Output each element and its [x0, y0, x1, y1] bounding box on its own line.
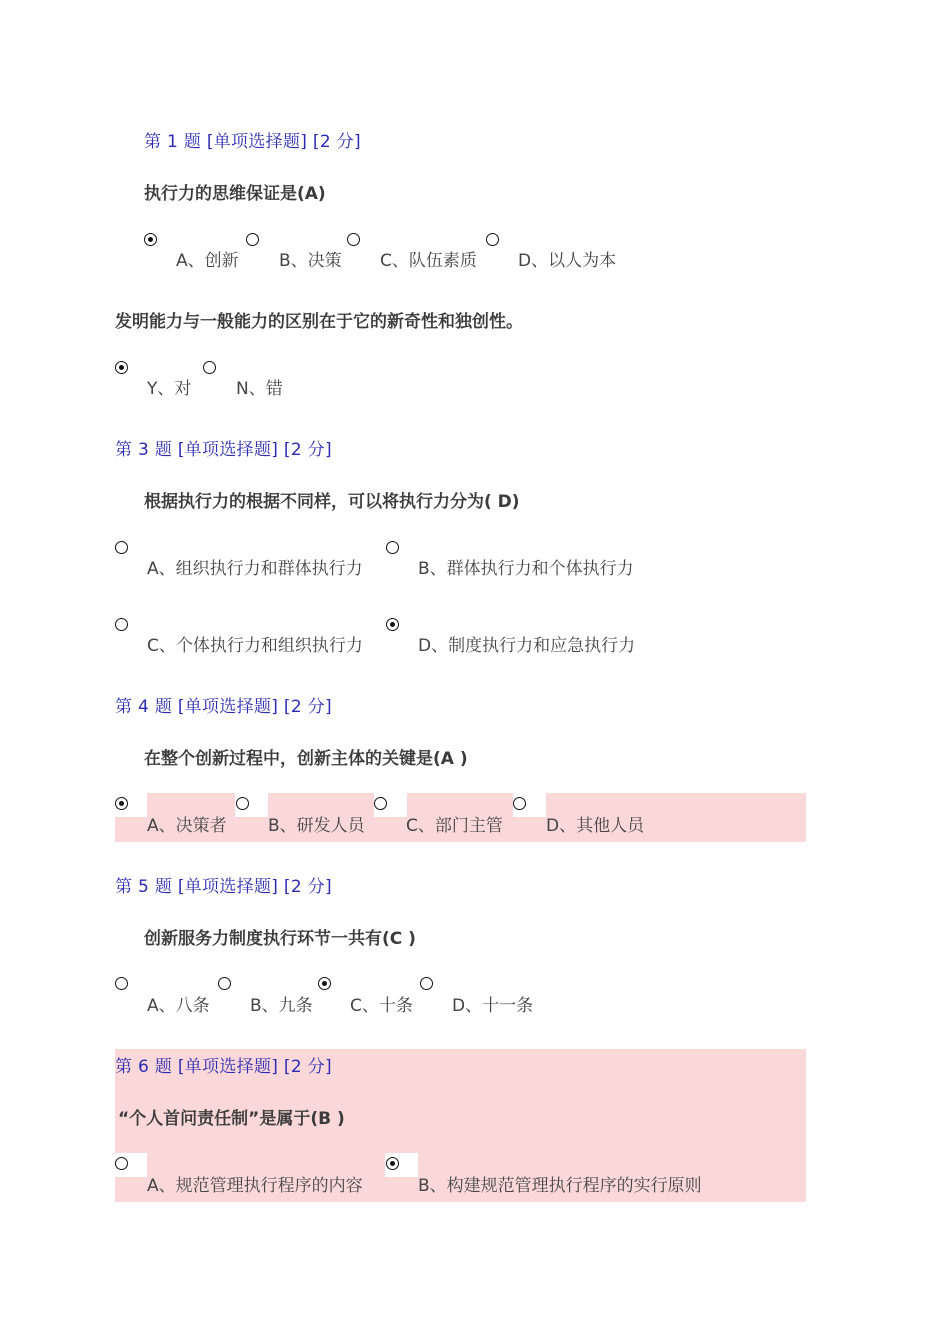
- q2-option-y-radio[interactable]: [115, 361, 128, 374]
- q5-option-d-radio[interactable]: [420, 977, 433, 990]
- q6-option-b-radio[interactable]: [386, 1157, 399, 1170]
- question-3-header: 第 3 题 [单项选择题] [2 分]: [115, 440, 332, 460]
- q1-option-c-label: C、队伍素质: [380, 251, 477, 271]
- q4-option-b-label: B、研发人员: [268, 816, 365, 836]
- question-3-stem: 根据执行力的根据不同样，可以将执行力分为( D): [144, 492, 520, 512]
- q5-option-b-radio[interactable]: [218, 977, 231, 990]
- q1-option-c-radio[interactable]: [347, 233, 360, 246]
- q5-option-c-radio[interactable]: [318, 977, 331, 990]
- q5-option-a-label: A、八条: [147, 996, 210, 1016]
- q4-option-a-label: A、决策者: [147, 816, 227, 836]
- q6-option-a-radio[interactable]: [115, 1157, 128, 1170]
- question-6-header: 第 6 题 [单项选择题] [2 分]: [115, 1057, 332, 1077]
- q4-option-d-label: D、其他人员: [546, 816, 645, 836]
- question-6-stem: “个人首问责任制”是属于(B ): [118, 1109, 345, 1129]
- question-5-header: 第 5 题 [单项选择题] [2 分]: [115, 877, 332, 897]
- q1-option-b-label: B、决策: [279, 251, 342, 271]
- q1-option-a-label: A、创新: [176, 251, 239, 271]
- q3-option-c-label: C、个体执行力和组织执行力: [147, 636, 363, 656]
- question-2-stem: 发明能力与一般能力的区别在于它的新奇性和独创性。: [115, 312, 523, 332]
- q1-option-b-radio[interactable]: [246, 233, 259, 246]
- q6-option-b-label: B、构建规范管理执行程序的实行原则: [418, 1176, 702, 1196]
- q4-option-a-radio[interactable]: [115, 797, 128, 810]
- question-5-stem: 创新服务力制度执行环节一共有(C ): [144, 929, 416, 949]
- q3-option-b-radio[interactable]: [386, 541, 399, 554]
- question-1-stem: 执行力的思维保证是(A): [144, 184, 326, 204]
- q2-option-n-label: N、错: [236, 379, 283, 399]
- q2-option-y-label: Y、对: [147, 379, 192, 399]
- q5-option-c-label: C、十条: [350, 996, 413, 1016]
- q1-option-d-label: D、以人为本: [518, 251, 617, 271]
- q5-option-a-radio[interactable]: [115, 977, 128, 990]
- q4-option-d-radio[interactable]: [513, 797, 526, 810]
- q5-option-d-label: D、十一条: [452, 996, 534, 1016]
- q3-option-a-radio[interactable]: [115, 541, 128, 554]
- q3-option-a-label: A、组织执行力和群体执行力: [147, 559, 363, 579]
- q3-option-b-label: B、群体执行力和个体执行力: [418, 559, 634, 579]
- q4-option-c-radio[interactable]: [374, 797, 387, 810]
- q1-option-d-radio[interactable]: [486, 233, 499, 246]
- question-1-header: 第 1 题 [单项选择题] [2 分]: [144, 132, 361, 152]
- question-4-stem: 在整个创新过程中，创新主体的关键是(A ): [144, 749, 468, 769]
- q1-option-a-radio[interactable]: [144, 233, 157, 246]
- q2-option-n-radio[interactable]: [203, 361, 216, 374]
- q3-option-c-radio[interactable]: [115, 618, 128, 631]
- q4-option-c-label: C、部门主管: [406, 816, 503, 836]
- q5-option-b-label: B、九条: [250, 996, 313, 1016]
- q6-option-a-label: A、规范管理执行程序的内容: [147, 1176, 363, 1196]
- q3-option-d-radio[interactable]: [386, 618, 399, 631]
- q4-option-b-radio[interactable]: [236, 797, 249, 810]
- q3-option-d-label: D、制度执行力和应急执行力: [418, 636, 636, 656]
- question-4-header: 第 4 题 [单项选择题] [2 分]: [115, 697, 332, 717]
